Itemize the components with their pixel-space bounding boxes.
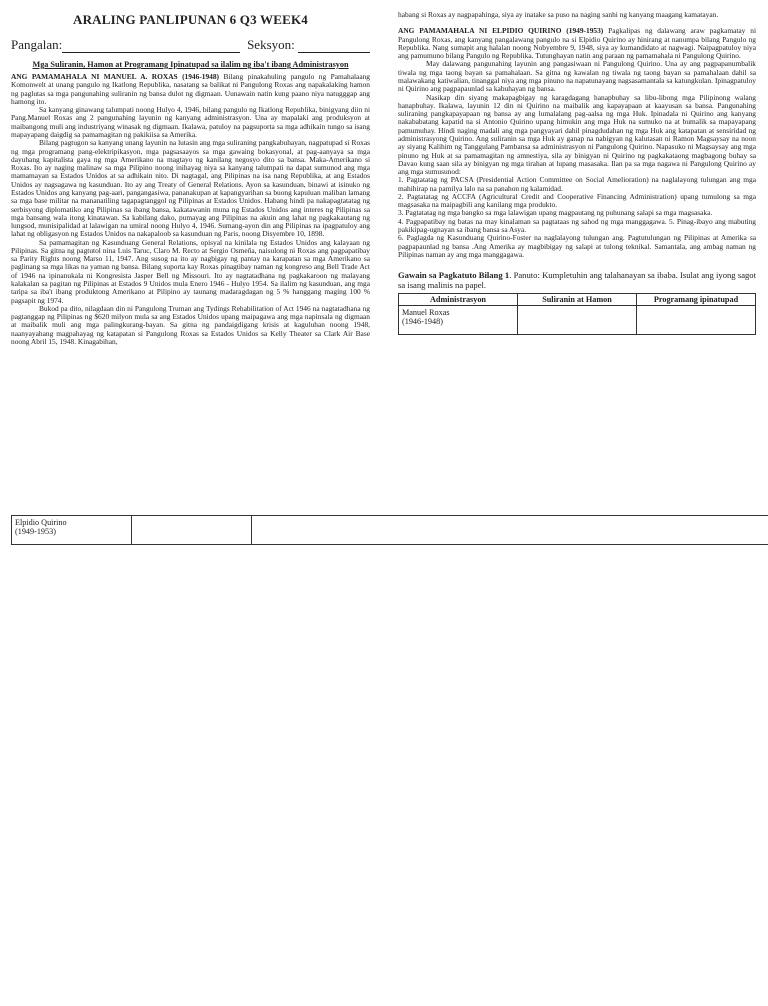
quirino-intro-paragraph xyxy=(398,27,756,60)
problems-answer-cell[interactable] xyxy=(518,305,637,334)
answer-table xyxy=(398,293,756,335)
list-item: 3. Pagtatatag ng mga bangko sa mga lalawigan upang magpautang ng puhunang salapi sa mga magsasaka. xyxy=(398,208,713,218)
section-blank-line[interactable] xyxy=(298,41,370,53)
roxas-heading: ANG PAMAMAHALA NI MANUEL A. ROXAS (1946-1948) xyxy=(11,72,220,82)
administration-name: Elpidio Quirino xyxy=(15,518,67,527)
programs-answer-cell[interactable] xyxy=(637,305,756,334)
table-row xyxy=(399,305,756,334)
administration-cell xyxy=(399,305,518,334)
name-section-row xyxy=(11,37,370,53)
list-item: 6. Paglagda ng Kasunduang Quirino-Foster na naglalayong tulungan ang. Pagtutulungan ng Pilipinas at Amerika sa pagpapaunlad ng bansa .Ang Amerika ay magbibigay ng salapi at tulong teknikal. Samantala, ang ambag naman ng Pilipinas naman ay ang mga manggagawa. xyxy=(398,233,756,259)
roxas-paragraph-5: Bukod pa dito, nilagdaan din ni Pangulong Truman ang Tydings Rehabilitation of Act 1946 na nagtatadhana ng pagtanggap ng Pilipinas ng $620 milyon mula sa ang Estados Unidos upang maipagawa ang mga napinsala ng digmaan at maibalik muli ang mga palingkurang-bayan. Sa gitna ng pandaigdigang krisis at kaguluhan noong 1948, naanyayahang magpahayag ng katapatan si Pangulong Roxas sa Estados Unidos sa Kelly Theater sa Clark Air Base noong Abril 15, 1948. Kinagabihan, xyxy=(11,303,370,347)
worksheet-title: ARALING PANLIPUNAN 6 Q3 WEEK4 xyxy=(72,12,308,27)
section-label: Seksyon: xyxy=(247,37,295,52)
roxas-paragraph-2: Sa kanyang ginawang talumpati noong Hulyo 4, 1946, bilang pangulo ng Ikatlong Republika, binigyang diin ni Pang.Manuel Roxas ang 2 pangunahing layunin ng kanyang administrasyon. Una ay mapalaki ang produksyon at maibangong muli ang industriyang winasak ng digmaan. Ikalawa, patuloy na pagsuporta sa mga adhikain tungo sa isang mapayapang daigdig sa pamamagitan ng pakikiisa sa Amerika. xyxy=(11,105,370,139)
list-item: 4. Pagpapatibay ng batas na may kinalaman sa pagtataas ng sahod ng mga manggagawa. 5. Pinag-ibayo ang mabuting pakikipag-ugnayan sa ibang bansa sa Asya. xyxy=(398,216,756,235)
section-field[interactable] xyxy=(247,37,370,53)
activity-instructions-text: . Panuto: Kumpletuhin ang talahanayan sa ibaba. Isulat ang iyong sagot sa isang malinis na papel. xyxy=(398,270,756,291)
roxas-continuation: habang si Roxas ay nagpapahinga, siya ay inatake sa puso na naging sanhi ng kanyang maagang kamatayan. xyxy=(398,10,719,19)
table-header-row xyxy=(399,293,756,305)
activity-instructions xyxy=(398,271,756,291)
roxas-paragraph-4: Sa pamamagitan ng Kasunduang General Relations, opisyal na kinilala ng Estados Unidos ang kalayaan ng Pilipinas. Sa gitna ng pagtutol nina Luis Taruc, Claro M. Recto at Sergio Osmeña, naisulong ni Roxas ang pagpapatibay sa Parity Rights noong Marso 11, 1947. Ang susog na ito ay nagbigay ng pantay na karapatan sa mga Amerikano sa paglinang sa mga likas na yaman ng bansa. Bilang suporta kay Roxas pinagtibay naman ng kongreso ang Bell Trade Act of 1946 na ipinanukala ni Kongresista Jasper Bell ng Missouri. Ito ay nagtatadhana ng pagkakaroon ng malayang kalakalan sa pagitan ng Pilipinas at Estados 9 Unidos mula Enero 1946 - Hulyo 1954. Sa ilalim ng kasunduan, ang mga taripa sa iba't ibang produktong Amerikano at Pilipino ay taunang madaragdagan ng 5 % hanggang maging 100 % pagsapit ng 1974. xyxy=(11,237,370,305)
quirino-intro-text: Pagkalipas ng dalawang araw pagkamatay ni Pangulong Roxas, ang kanyang pangalawang pangulo na si Elpidio Quirino ay hinirang at nanumpa bilang Pangulo ng Republika. Nang sumapit ang halalan noong Nobyembre 9, 1948, siya ay kumandidato at nagwagi. Naipagpatuloy niya ang pamumuno bilang Pangulo ng Republika. Tutunghayan natin ang paraan ng pamamahala ni Pangulong Quirino. xyxy=(398,26,756,61)
administration-years: (1949-1953) xyxy=(15,527,56,536)
lesson-subtitle: Mga Suliranin, Hamon at Programang Ipinatupad sa ilalim ng iba't ibang Administrasyon xyxy=(32,60,349,69)
quirino-heading: ANG PAMAMAHALA NI ELPIDIO QUIRINO (1949-1953) xyxy=(398,26,604,36)
name-blank-line[interactable] xyxy=(62,41,240,53)
name-label: Pangalan: xyxy=(11,37,63,52)
roxas-intro-paragraph xyxy=(11,73,370,106)
table-row xyxy=(12,516,768,545)
administration-cell xyxy=(12,516,132,545)
programs-answer-cell[interactable] xyxy=(252,516,768,545)
name-field[interactable] xyxy=(11,37,240,53)
quirino-paragraph-2: May dalawang pangunahing layunin ang pangasiwaan ni Pangulong Quirino. Una ay ang pagpapanumbalik tiwala ng mga taong bayan sa pamahalaan. Sa gitna ng kawalan ng tiwala ng taong bayan sa pamahalaan dahil sa malawakang katiwalian, tinanggal niya ang mga pinuno na napatunayang nagsasamantala sa katungkulan. Ipinagpatuloy ni Quirino ang pagpapaunlad sa kabuhayan ng bansa. xyxy=(398,59,756,94)
roxas-intro-text: Bilang pinakahuling pangulo ng Pamahalaang Komonwelt at unang pangulo ng Ikatlong Republika, nasatang sa balikat ni Pangulong Roxas ang napakalaking hamon ng paglutas sa mga pangunahing suliranin ng bansa dulot ng digmaan. Uunawain natin kung paano niya natugggap ang hamong ito. xyxy=(11,72,370,106)
administration-years: (1946-1948) xyxy=(402,316,443,326)
answer-table-continuation xyxy=(11,515,768,545)
list-item: 1. Pagtatatag ng PACSA (Presidential Action Committee on Social Amelioration) na naglalayong tulungan ang mga mahihirap na pamilya lalo na sa panahon ng kalamidad. xyxy=(398,175,756,193)
column-header-problems: Suliranin at Hamon xyxy=(518,293,637,305)
quirino-paragraph-3: Nasikap din siyang makapagbigay ng karagdagang hanapbuhay sa libu-libong mga Pilipinong walang hanapbuhay. Ikalawa, layunin 12 din ni Quirino na maibalik ang kapayapaan at kaayusan sa bansa. Pangunahing suliraning pangkapayapaan ng bansa ay ang lumalalang pag-aalsa ng mga Huk. Ipinadala ni Quirino ang kanyang nakababatang kapatid na si Antonio Quirino upang himukin ang mga Huk na sumuko na at bumalik sa mapayapang pamumuhay. Hindi naging madali ang mga pangyayari dahil pinagdudahan ng mga Huk ang katapatan at sensiridad ng administrasyong Quirino. Ang suliranin sa mga Huk ay ganap na nabigyan ng kalutasan ni Ramon Magsaysay na noon ay siyang Kalihim ng Tanggulang Pambansa sa administrasyon ni Pangulong Quirino. Napasuko ni Magsaysay ang mga pinuno ng Huk at sa pamamagitan ng amnestiya, sila ay binigyan ni Quirino ng pagkakataong magbagong buhay sa Davao kung saan sila ay binigyan ng mga tirahan at lupang masasaka. Ilan pa sa mga nagawa ni Pangulong Quirino ay ang mga sumusunod: xyxy=(398,92,756,177)
problems-answer-cell[interactable] xyxy=(132,516,252,545)
column-header-administration: Administrasyon xyxy=(399,293,518,305)
left-column xyxy=(11,0,370,346)
list-item: 2. Pagtatatag ng ACCFA (Agricultural Credit and Cooperative Financing Administration) upang tumulong sa mga magsasaka na maipagbili ang kanilang mga produkto. xyxy=(398,191,756,210)
roxas-paragraph-3: Bilang pagtugon sa kanyang unang layunin na lutasin ang mga suliraning pangkabuhayan, nagpatupad si Roxas ng mga programang pang-elektripikasyon, mga pagsasaayos sa mga gawaing bokasyonal, at pag-aanyaya sa mga dayuhang kapitalista gaya ng mga Amerikano na magtayo ng kanilang negosyo dito sa bansa. Maka-Amerikano si Roxas. Ito ay naging malinaw sa mga Pilipino noong inihayag niya sa kanyang talumpati na dapat sumunod ang mga mamamayan sa Estados Unidos at sa adhikain nito. Di nagtagal, ang Pilipinas na isa nang Republika, at ang Estados Unidos ay nagsagawa ng kasunduan. Ito ay ang Treaty of General Relations. Ayon sa kasunduan, binawi at isinuko ng Estados Unidos ang kanyang pag-aari, pangangasiwa, pananakupan at kapangyarihan sa buong kapuluan maliban lamang sa mga base militar na mananatiling tagapagtanggol ng Pilipinas at Estados Unidos. Habang hindi pa nakapagtatatag ng serbisyong diplomatiko ang Pilipinas sa ibang bansa, kakatawanin muna ng Estados Unidos ang interes ng Pilipinas sa mga bansang wala itong kinatawan. Sa kabilang dako, pumayag ang Pilipinas na akuin ang lahat ng pagkakautang ng lungsod, munisipalidad at lalawigan na umiral noong Hulyo 4, 1946. Sumang-ayon din ang Pilipinas na ipagpatuloy ang lahat ng obligasyon ng Estados Unidos na nakapaloob sa kasunduan ng Paris, noong Disyembre 10, 1898. xyxy=(11,138,370,239)
right-column xyxy=(398,0,756,335)
activity-heading: Gawain sa Pagkatuto Bilang 1 xyxy=(398,270,510,281)
administration-name: Manuel Roxas xyxy=(402,307,450,317)
column-header-programs: Programang ipinatupad xyxy=(637,293,756,305)
